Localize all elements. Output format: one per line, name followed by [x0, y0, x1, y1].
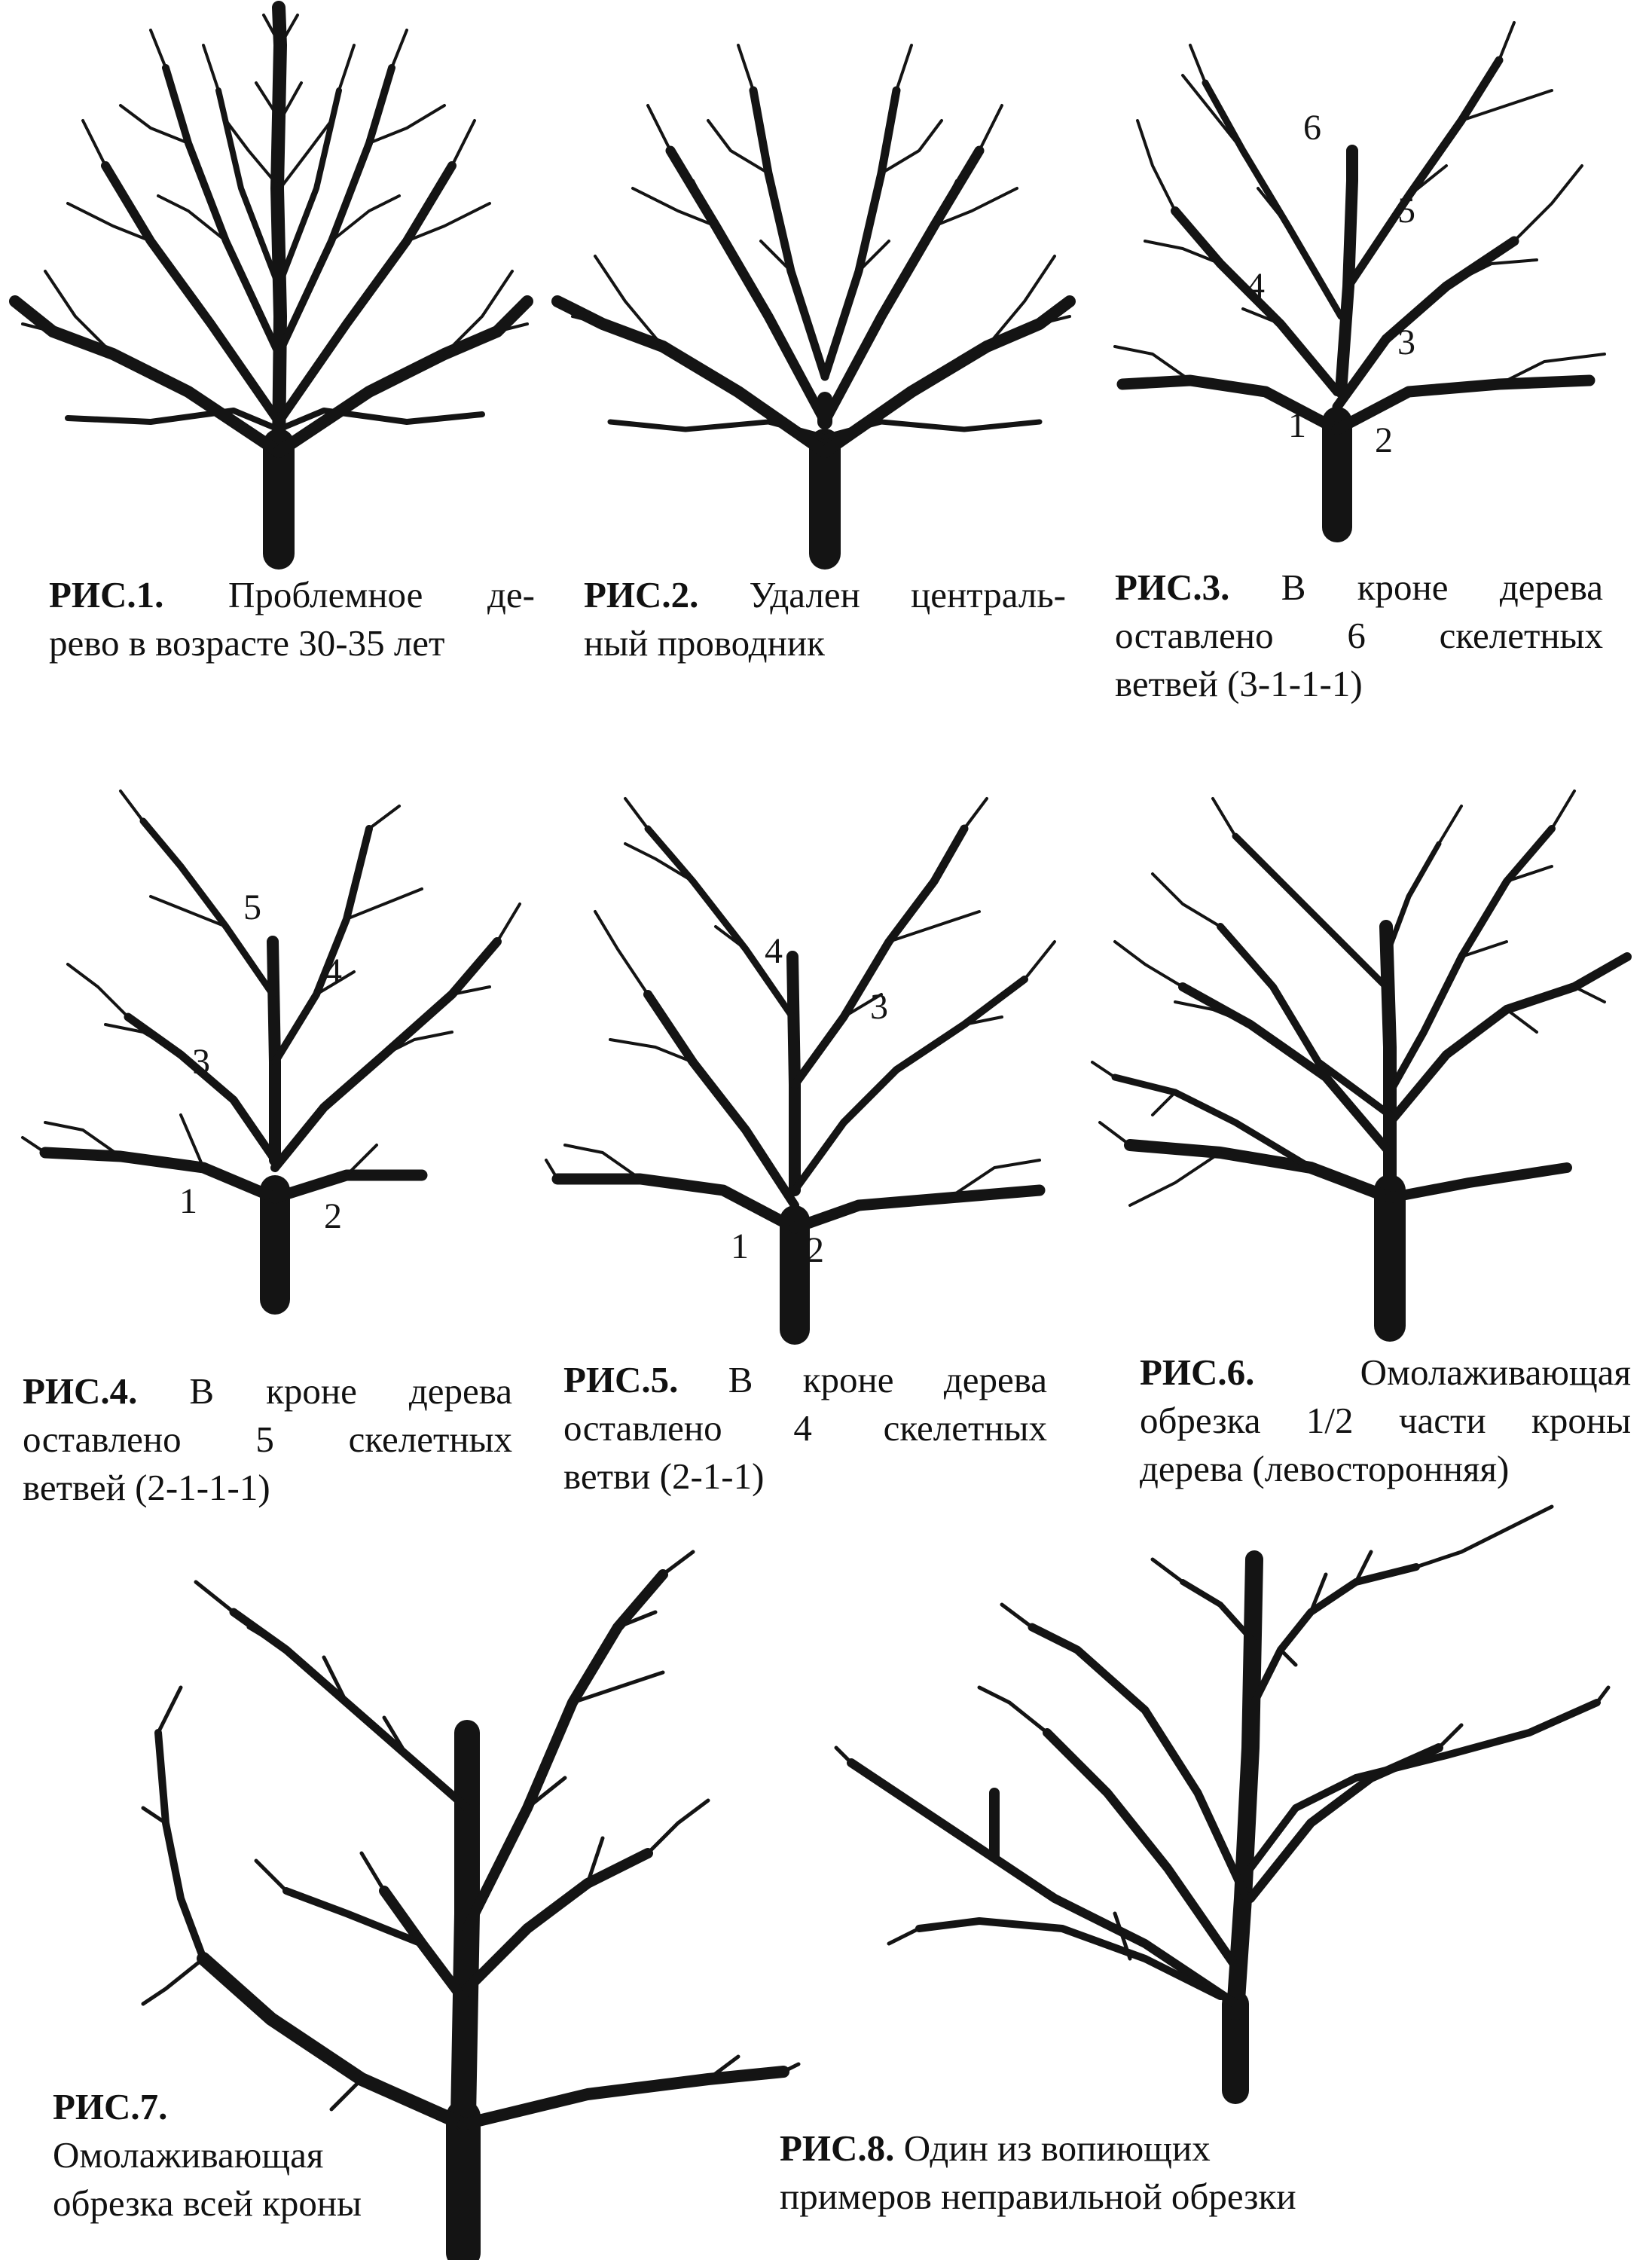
figure-label: РИС.8. — [780, 2127, 895, 2169]
caption-line: ветви (2-1-1) — [563, 1455, 765, 1497]
figure-label: РИС.2. — [584, 574, 699, 615]
caption-line: В кроне дерева — [1281, 567, 1603, 608]
caption-fig3 — [1115, 563, 1603, 708]
branch-number: 4 — [1247, 266, 1265, 306]
branch-number: 1 — [179, 1181, 197, 1221]
tree-illustration-fig8 — [829, 1477, 1612, 2094]
branch-number: 4 — [324, 951, 342, 991]
tree-illustration-fig6 — [1085, 761, 1642, 1333]
caption-line: ветвей (3-1-1-1) — [1115, 663, 1363, 704]
caption-line: Омолаживающая — [1360, 1351, 1631, 1393]
branch-number: 5 — [1397, 191, 1415, 231]
branch-number: 2 — [1375, 420, 1393, 460]
caption-line: оставлено 5 скелетных — [23, 1419, 512, 1460]
branch-number: 5 — [243, 887, 261, 927]
figure-label: РИС.6. — [1140, 1351, 1255, 1393]
branch-number: 2 — [806, 1230, 824, 1270]
caption-line: обрезка всей кроны — [53, 2182, 362, 2224]
figure-label: РИС.1. — [49, 574, 164, 615]
caption-fig7 — [53, 2083, 444, 2228]
caption-line: рево в возрасте 30-35 лет — [49, 622, 445, 664]
caption-fig2 — [584, 571, 1066, 667]
caption-line: обрезка 1/2 части кроны — [1140, 1400, 1631, 1441]
figure-label: РИС.5. — [563, 1359, 679, 1400]
figure-label: РИС.3. — [1115, 567, 1230, 608]
caption-fig6 — [1140, 1348, 1631, 1493]
tree-illustration-fig4 — [0, 768, 542, 1326]
tree-illustration-fig2 — [542, 0, 1085, 573]
branch-number: 1 — [731, 1226, 749, 1266]
caption-line: Проблемное де- — [228, 574, 535, 615]
caption-line: В кроне дерева — [728, 1359, 1047, 1400]
branch-number: 6 — [1303, 108, 1321, 148]
branch-number: 2 — [324, 1196, 342, 1236]
branch-number: 4 — [765, 931, 783, 971]
caption-line: примеров неправильной обрезки — [780, 2176, 1296, 2217]
figure-label: РИС.7. — [53, 2086, 168, 2127]
caption-fig8 — [780, 2124, 1533, 2221]
caption-line: оставлено 4 скелетных — [563, 1407, 1047, 1449]
caption-line: Один из вопиющих — [903, 2127, 1211, 2169]
tree-illustration-fig1 — [0, 0, 542, 573]
caption-line: оставлено 6 скелетных — [1115, 615, 1603, 656]
caption-line: ный проводник — [584, 622, 825, 664]
branch-number: 3 — [192, 1042, 210, 1082]
caption-fig1 — [49, 571, 535, 667]
caption-line: Удален централь- — [749, 574, 1066, 615]
caption-line: дерева (левосторонняя) — [1140, 1448, 1510, 1489]
tree-illustration-fig3 — [1092, 0, 1642, 573]
caption-line: В кроне дерева — [189, 1370, 512, 1412]
branch-number: 3 — [870, 987, 888, 1027]
caption-line: ветвей (2-1-1-1) — [23, 1467, 270, 1508]
caption-line: Омолаживающая — [53, 2134, 324, 2176]
branch-number: 1 — [1288, 405, 1306, 445]
branch-number: 3 — [1397, 322, 1415, 362]
figure-label: РИС.4. — [23, 1370, 138, 1412]
tree-illustration-fig5 — [542, 768, 1085, 1341]
caption-fig4 — [23, 1367, 512, 1512]
